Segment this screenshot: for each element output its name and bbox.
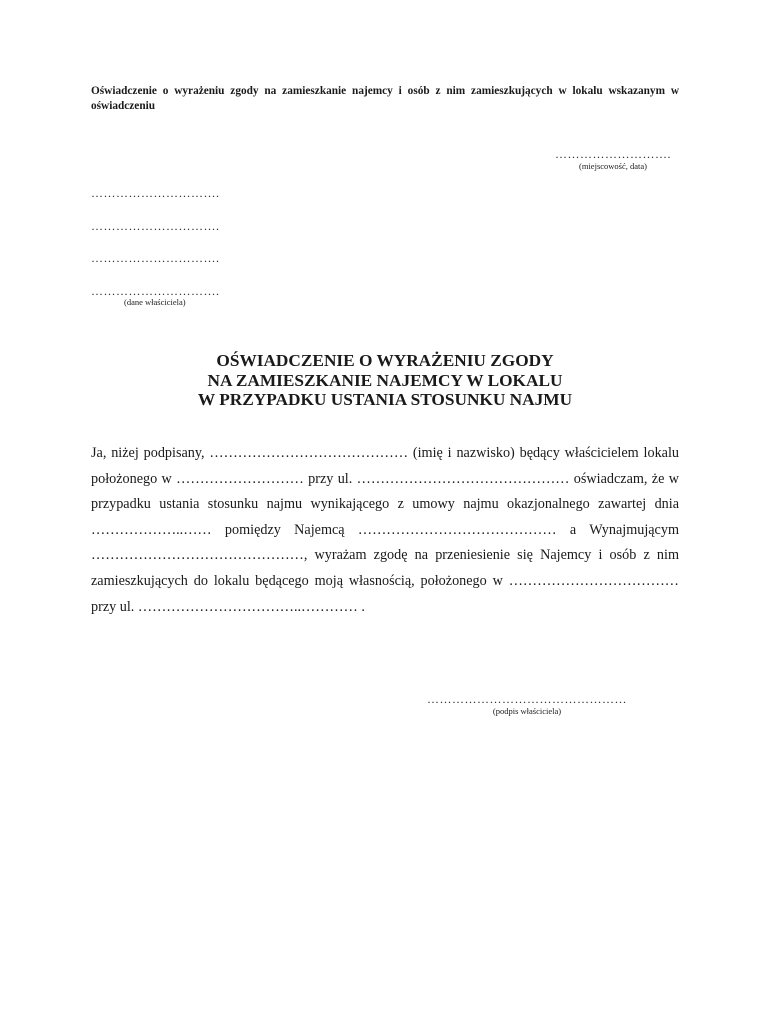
title-line: W PRZYPADKU USTANIA STOSUNKU NAJMU (197, 390, 573, 409)
owner-data-block (91, 186, 261, 307)
title-line: OŚWIADCZENIE O WYRAŻENIU ZGODY (216, 351, 554, 370)
place-date-caption: (miejscowość, data) (579, 161, 647, 171)
place-date-block (540, 147, 686, 171)
statement-title (91, 351, 679, 410)
statement-body: Ja, niżej podpisany, …………………………………… (imię i nazwisko) będący właścicielem lokalu położonego w ……………………… przy ul. ……………………………………… oświadczam, że w przypadku ustania stosunku najmu wynikającego z umowy najmu okazjonalnego zawartej dnia ………………..…… pomiędzy Najemcą …………………………………… a Wynajmującym ………………………………………, wyrażam zgodę na przeniesienie się Najemcy i osób z nim zamieszkujących do lokalu będącego moją własnością, położonego w ……………………………… przy ul. ……………………………..………… . (91, 445, 679, 615)
signature-dots: ………………………………………… (427, 692, 627, 706)
place-date-dots: ………………………. (555, 147, 671, 161)
signature-caption: (podpis właściciela) (492, 706, 562, 716)
document-heading: Oświadczenie o wyrażeniu zgody na zamieszkanie najemcy i osób z nim zamieszkujących w lokalu wskazanym w oświadczeniu (91, 85, 679, 112)
title-line: NA ZAMIESZKANIE NAJEMCY W LOKALU (207, 370, 563, 390)
signature-block (407, 692, 647, 716)
owner-data-line: …………………………. (91, 251, 220, 265)
owner-data-line: …………………………. (91, 186, 220, 200)
owner-data-line: …………………………. (91, 283, 220, 298)
owner-data-caption: (dane właściciela) (124, 297, 186, 307)
owner-data-line: …………………………. (91, 218, 220, 233)
